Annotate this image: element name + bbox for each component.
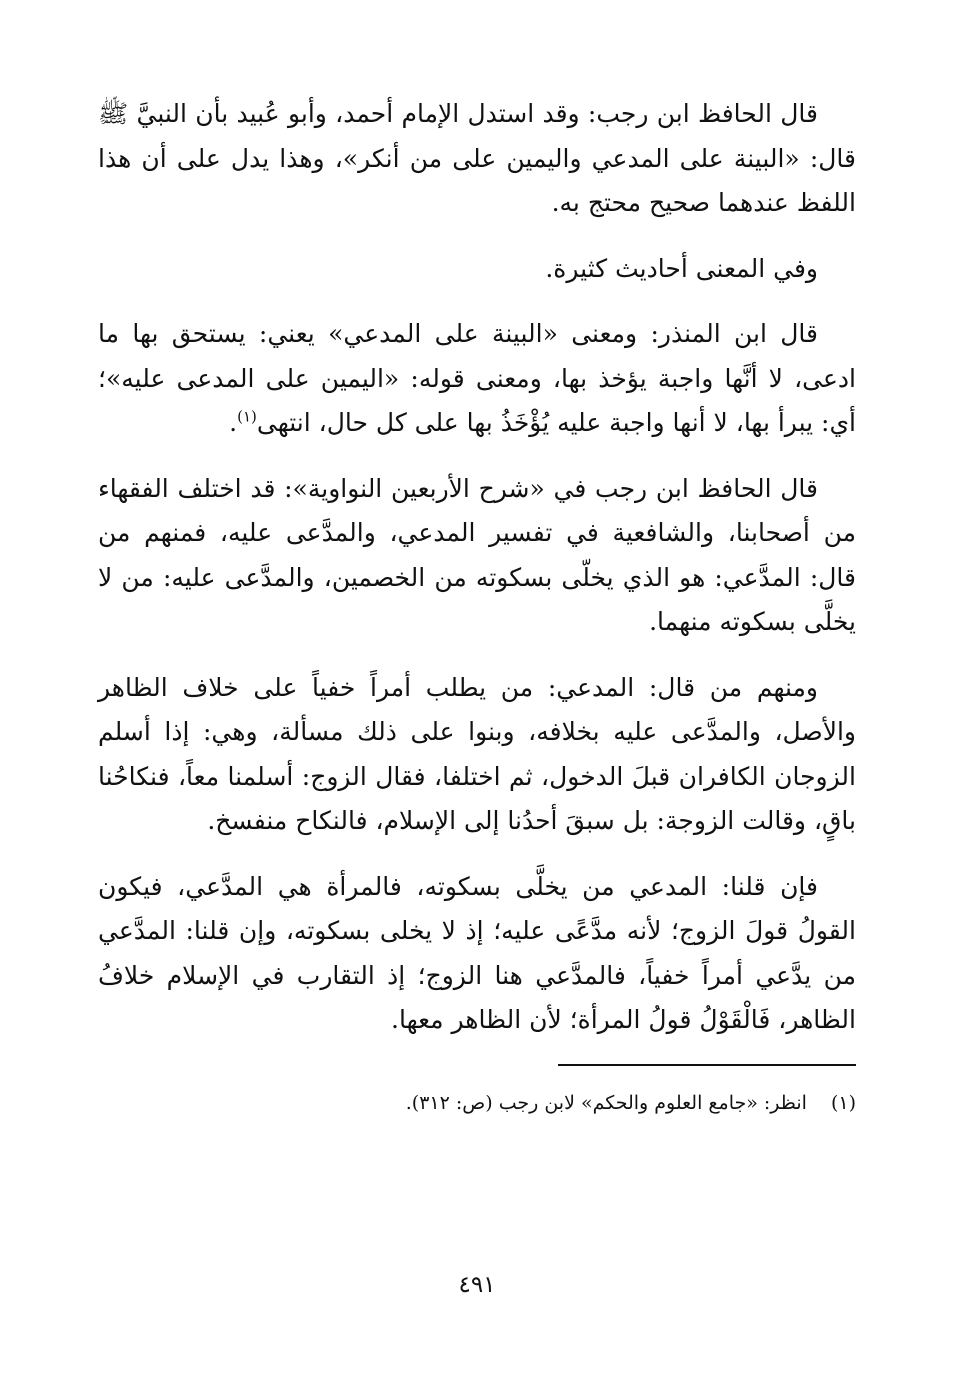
paragraph-text: قال ابن المنذر: ومعنى «البينة على المدعي» يعني: يستحق بها ما ادعى، لا أنَّها واجبة يؤخذ بها، ومعنى قوله: «اليمين على المدعى عليه»؛ أي: يبرأ بها، لا أنها واجبة عليه يُؤْخَذُ بها على كل حال، انتهى <box>98 319 856 437</box>
paragraph-text: قال الحافظ ابن رجب: وقد استدل الإمام أحمد، وأبو عُبيد بأن النبيَّ ﷺ قال: «البينة على المدعي واليمين على من أنكر»، وهذا يدل على أن هذا اللفظ عندهما صحيح محتج به. <box>98 99 856 217</box>
footnote-divider <box>558 1064 856 1066</box>
paragraph-application <box>98 865 856 1043</box>
book-page <box>98 92 856 1352</box>
page-number: ٤٩١ <box>458 1272 496 1298</box>
paragraph-tail: . <box>229 408 238 437</box>
paragraph-second-definition <box>98 666 856 844</box>
paragraph-text: ومنهم من قال: المدعي: من يطلب أمراً خفياً على خلاف الظاهر والأصل، والمدَّعى عليه بخلافه، وبنوا على ذلك مسألة، وهي: إذا أسلم الزوجان الكافران قبلَ الدخول، ثم اختلفا، فقال الزوج: أسلمنا معاً، فنكاحُنا باقٍ، وقالت الزوجة: بل سبقَ أحدُنا إلى الإسلام، فالنكاح منفسخ. <box>98 672 856 835</box>
footnote-text: انظر: «جامع العلوم والحكم» لابن رجب (ص: ٣١٢). <box>405 1091 807 1114</box>
paragraph-text: فإن قلنا: المدعي من يخلَّى بسكوته، فالمرأة هي المدَّعي، فيكون القولُ قولَ الزوج؛ لأنه مدَّعًى عليه؛ إذ لا يخلى بسكوته، وإن قلنا: المدَّعي من يدَّعي أمراً خفياً، فالمدَّعي هنا الزوج؛ إذ التقارب في الإسلام خلافُ الظاهر، فَالْقَوْلُ قولُ المرأة؛ لأن الظاهر معها. <box>98 871 856 1034</box>
paragraph-text: وفي المعنى أحاديث كثيرة. <box>545 253 818 283</box>
footnote-number: (١) <box>830 1091 856 1114</box>
paragraph-many-hadiths <box>98 247 856 292</box>
paragraph-ibn-al-mundhir <box>98 312 856 446</box>
paragraph-ibn-rajab-evidence <box>98 92 856 226</box>
paragraph-jurists-disagreement <box>98 467 856 645</box>
footnote-reference: (١) <box>237 407 257 426</box>
paragraph-text: قال الحافظ ابن رجب في «شرح الأربعين النواوية»: قد اختلف الفقهاء من أصحابنا، والشافعية في تفسير المدعي، والمدَّعى عليه، فمنهم من قال: المدَّعي: هو الذي يخلّى بسكوته من الخصمين، والمدَّعى عليه: من لا يخلَّى بسكوته منهما. <box>98 473 856 636</box>
footnote <box>98 1088 856 1118</box>
